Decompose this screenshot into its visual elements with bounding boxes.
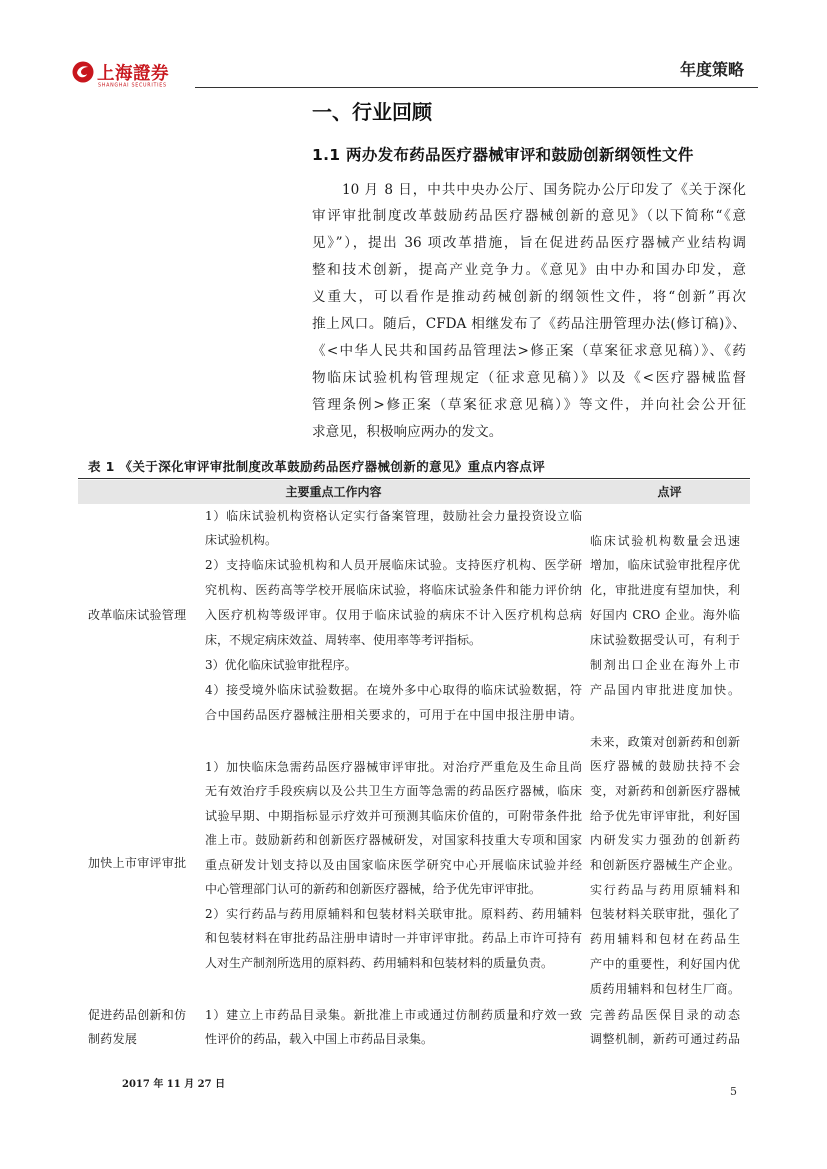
content-line: 4）接受境外临床试验数据。在境外多中心取得的临床试验数据，符 xyxy=(205,682,582,697)
comment-line: 增加，临床试验审批程序优 xyxy=(590,558,740,573)
content-line: 1）临床试验机构资格认定实行备案管理，鼓励社会力量投资设立临 xyxy=(205,508,582,523)
row-category-line: 改革临床试验管理 xyxy=(88,608,187,622)
comment-line: 和创新医疗器械生产企业。 xyxy=(590,858,740,873)
intro-paragraph xyxy=(312,177,746,446)
comment-line: 好国内 CRO 企业。海外临 xyxy=(590,608,740,623)
page-number: 5 xyxy=(730,1085,737,1098)
section-subtitle: 1.1 两办发布药品医疗器械审评和鼓励创新纲领性文件 xyxy=(312,146,694,164)
comment-line: 调整机制，新药可通过药品 xyxy=(590,1032,740,1046)
row-category-line: 制药发展 xyxy=(88,1032,138,1046)
comment-line: 制剂出口企业在海外上市 xyxy=(590,657,740,672)
logo-text: 上海證券 xyxy=(97,64,169,84)
comment-line: 产中的重要性，利好国内优 xyxy=(590,956,740,971)
content-line: 试验早期、中期指标显示疗效并可预测其临床价值的，可附带条件批 xyxy=(205,808,582,823)
comment-line: 未来，政策对创新药和创新 xyxy=(590,734,740,749)
table-header-comment: 点评 xyxy=(657,485,682,499)
comment-line: 内研发实力强劲的创新药 xyxy=(590,833,740,848)
row-comment xyxy=(590,1003,740,1051)
content-line: 1）加快临床急需药品医疗器械审评审批。对治疗严重危及生命且尚 xyxy=(205,759,582,774)
paragraph-line: 义重大，可以看作是推动药械创新的纲领性文件，将“创新”再次 xyxy=(312,289,746,306)
row-content xyxy=(205,504,582,728)
comment-line: 实行药品与药用原辅料和 xyxy=(590,882,740,897)
row-comment xyxy=(590,529,740,703)
content-line: 合中国药品医疗器械注册相关要求的，可用于在中国申报注册申请。 xyxy=(205,707,582,722)
row-category xyxy=(88,851,186,875)
comment-line: 包装材料关联审批，强化了 xyxy=(590,907,740,922)
table-header-content: 主要重点工作内容 xyxy=(285,485,382,499)
footer-date: 2017 年 11 月 27 日 xyxy=(122,1079,226,1090)
content-line: 1）建立上市药品目录集。新批准上市或通过仿制药质量和疗效一致 xyxy=(205,1008,582,1022)
row-comment xyxy=(590,730,740,1002)
comment-line: 临床试验机构数量会迅速 xyxy=(590,533,740,548)
content-line: 性评价的药品，载入中国上市药品目录集。 xyxy=(205,1032,434,1046)
row-category xyxy=(88,1003,186,1051)
comment-line: 质药用辅料和包材生厂商。 xyxy=(590,981,740,996)
content-line: 重点研发计划支持以及由国家临床医学研究中心开展临床试验并经 xyxy=(205,857,582,872)
content-line: 人对生产制剂所选用的原料药、药用辅料和包装材料的质量负责。 xyxy=(205,955,554,970)
comment-line: 床试验数据受认可，有利于 xyxy=(590,632,740,647)
shanghai-securities-logo xyxy=(70,58,174,88)
report-type-label: 年度策略 xyxy=(680,60,745,79)
paragraph-line: 求意见，积极响应两办的发文。 xyxy=(312,423,503,440)
paragraph-line: 物临床试验机构管理规定（征求意见稿）》以及《<医疗器械监督 xyxy=(312,369,746,386)
table-caption: 表 1 《关于深化审评审批制度改革鼓励药品医疗器械创新的意见》重点内容点评 xyxy=(88,459,546,474)
content-line: 中心管理部门认可的新药和创新医疗器械，给予优先审评审批。 xyxy=(205,882,542,897)
row-category xyxy=(88,603,186,627)
row-category-line: 促进药品创新和仿 xyxy=(88,1008,187,1022)
content-line: 床试验机构。 xyxy=(205,533,278,548)
logo-emblem-icon xyxy=(73,62,94,83)
content-line: 入医疗机构等级评审。仅用于临床试验的病床不计入医疗机构总病 xyxy=(205,608,582,623)
comment-line: 给予优先审评审批，利好国 xyxy=(590,808,740,823)
content-line: 准上市。鼓励新药和创新医疗器械研发，对国家科技重大专项和国家 xyxy=(205,833,582,848)
content-line: 无有效治疗手段疾病以及公共卫生方面等急需的药品医疗器械，临床 xyxy=(205,784,582,799)
paragraph-line: 管理条例>修正案（草案征求意见稿）》等文件，并向社会公开征 xyxy=(312,396,746,413)
table-top-rule xyxy=(78,478,750,480)
paragraph-line: 整和技术创新，提高产业竞争力。《意见》由中办和国办印发，意 xyxy=(312,262,746,279)
row-content xyxy=(205,755,582,976)
content-line: 2）支持临床试验机构和人员开展临床试验。支持医疗机构、医学研 xyxy=(205,558,582,573)
content-line: 3）优化临床试验审批程序。 xyxy=(205,657,357,672)
content-line: 2）实行药品与药用原辅料和包装材料关联审批。原料药、药用辅料 xyxy=(205,906,582,921)
content-line: 和包装材料在审批药品注册申请时一并审评审批。药品上市许可持有 xyxy=(205,931,582,946)
paragraph-line: 10 月 8 日，中共中央办公厅、国务院办公厅印发了《关于深化 xyxy=(342,181,746,198)
row-category-line: 加快上市审评审批 xyxy=(88,856,187,870)
comment-line: 医疗器械的鼓励扶持不会 xyxy=(590,759,740,774)
row-content xyxy=(205,1003,582,1051)
content-line: 究机构、医药高等学校开展临床试验，将临床试验条件和能力评价纳 xyxy=(205,583,582,598)
paragraph-line: 审评审批制度改革鼓励药品医疗器械创新的意见》（以下简称“《意 xyxy=(312,208,746,225)
paragraph-line: 《<中华人民共和国药品管理法>修正案（草案征求意见稿）》、《药 xyxy=(312,342,746,359)
comment-line: 变，对新药和创新医疗器械 xyxy=(590,784,740,799)
comment-line: 药用辅料和包材在药品生 xyxy=(590,932,740,947)
paragraph-line: 见》”），提出 36 项改革措施，旨在促进药品医疗器械产业结构调 xyxy=(312,235,746,252)
comment-line: 产品国内审批进度加快。 xyxy=(590,682,740,697)
comment-line: 完善药品医保目录的动态 xyxy=(590,1008,740,1022)
comment-line: 化，审批进度有望加快，利 xyxy=(590,583,740,598)
section-title: 一、行业回顾 xyxy=(312,100,432,124)
header-rule xyxy=(195,87,758,89)
paragraph-line: 推上风口。随后，CFDA 相继发布了《药品注册管理办法(修订稿)》、 xyxy=(312,315,746,332)
logo-subtext: SHANGHAI SECURITIES xyxy=(98,83,166,88)
content-line: 床，不规定病床效益、周转率、使用率等考评指标。 xyxy=(205,632,482,647)
